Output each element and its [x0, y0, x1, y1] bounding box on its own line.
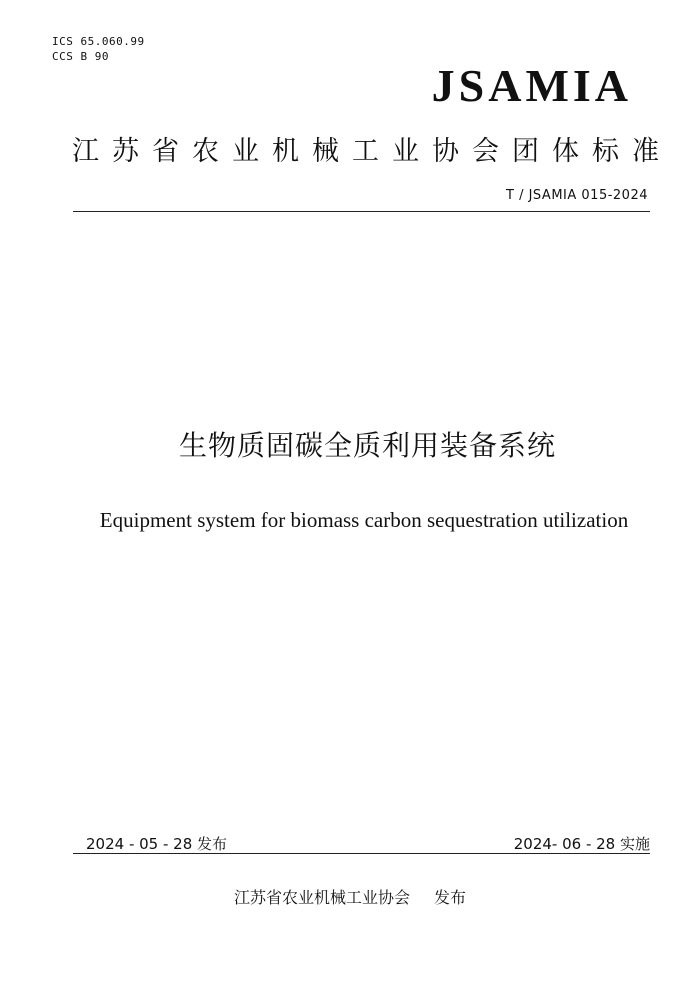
publisher-action: 发布 [434, 888, 467, 907]
publisher-line [0, 886, 700, 910]
standard-number: T / JSAMIA 015-2024 [506, 188, 648, 203]
document-title-chinese: 生物质固碳全质利用装备系统 [178, 429, 556, 462]
ics-code: ICS 65.060.99 [52, 35, 145, 48]
organization-logo-text: JSAMIA [431, 60, 632, 111]
publisher-name: 江苏省农业机械工业协会 [233, 888, 410, 907]
footer-divider [73, 853, 650, 854]
implementation-date: 2024- 06 - 28 实施 [513, 835, 650, 853]
standard-type-heading: 江苏省农业机械工业协会团体标准 [72, 136, 672, 167]
header-divider [73, 211, 650, 212]
release-date: 2024 - 05 - 28 发布 [86, 835, 228, 853]
document-title-english: Equipment system for biomass carbon sequestration utilization [99, 508, 629, 532]
ccs-code: CCS B 90 [52, 50, 109, 63]
